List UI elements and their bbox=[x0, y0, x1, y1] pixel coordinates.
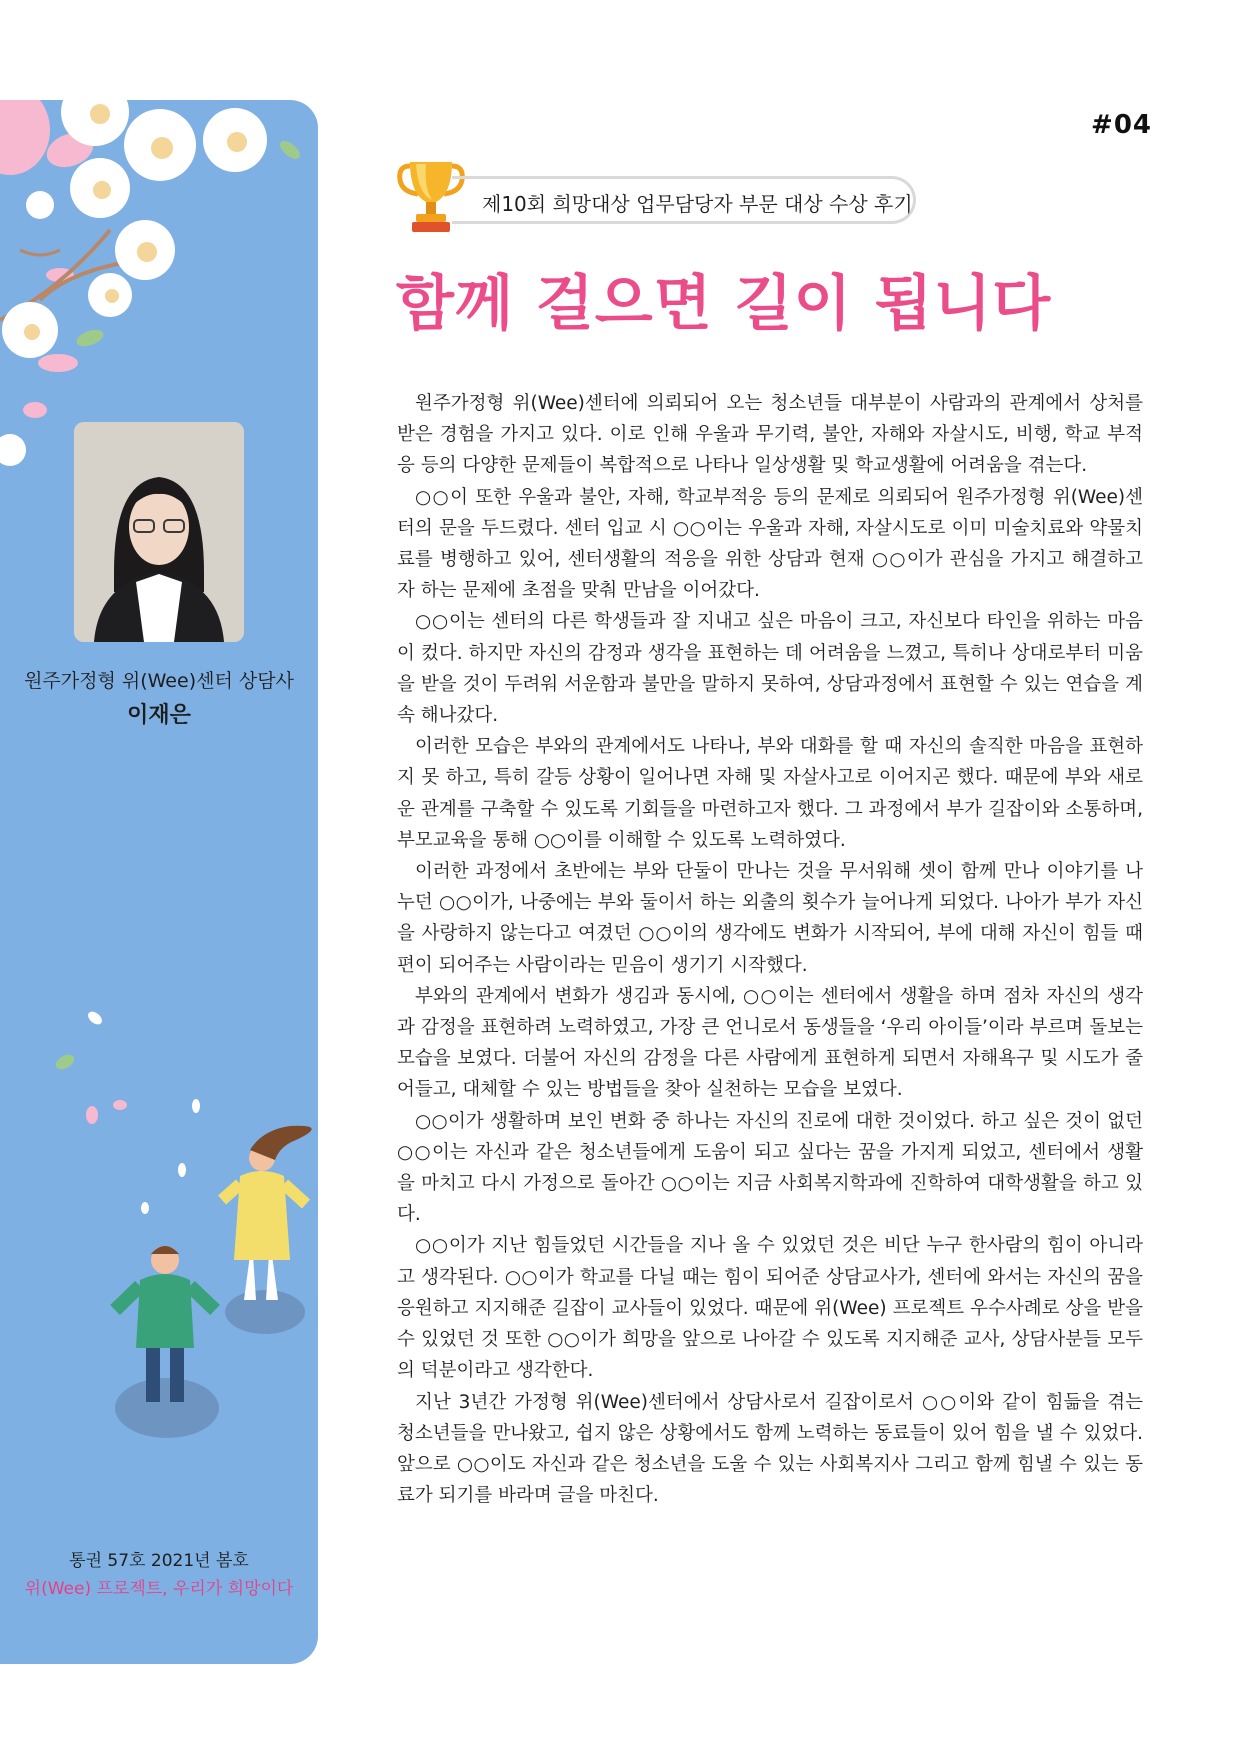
article-paragraph: ○○이 또한 우울과 불안, 자해, 학교부적응 등의 문제로 의뢰되어 원주가정형 위(Wee)센터의 문을 두드렸다. 센터 입교 시 ○○이는 우울과 자해, 자살시도로 이미 미술치료와 약물치료를 병행하고 있어, 센터생활의 적응을 위한 상담과 현재 ○○이가 관심을 가지고 해결하고자 하는 문제에 초점을 맞춰 만남을 이어갔다. bbox=[397, 486, 1143, 602]
article-headline: 함께 걸으면 길이 됩니다 bbox=[396, 269, 1052, 339]
article-paragraph: ○○이가 생활하며 보인 변화 중 하나는 자신의 진로에 대한 것이었다. 하고 싶은 것이 없던 ○○이는 자신과 같은 청소년들에게 도움이 되고 싶다는 꿈을 가지게 되었고, 센터에서 생활을 마치고 다시 가정으로 돌아간 ○○이는 지금 사회복지학과에 진학하여 대학생활을 하고 있다. bbox=[397, 1110, 1143, 1226]
article-paragraph: ○○이가 지난 힘들었던 시간들을 지나 올 수 있었던 것은 비단 누구 한사람의 힘이 아니라고 생각된다. ○○이가 학교를 다닐 때는 힘이 되어준 상담교사가, 센터에 와서는 자신의 꿈을 응원하고 지지해준 길잡이 교사들이 있었다. 때문에 위(Wee) 프로젝트 우수사례로 상을 받을 수 있었던 것 또한 ○○이가 희망을 앞으로 나아갈 수 있도록 지지해준 교사, 상담사분들 모두의 덕분이라고 생각한다. bbox=[397, 1235, 1143, 1382]
article-subtitle: 제10회 희망대상 업무담당자 부문 대상 수상 후기 bbox=[482, 192, 913, 216]
sidebar-panel bbox=[0, 100, 318, 1664]
article-paragraph: 지난 3년간 가정형 위(Wee)센터에서 상담사로서 길잡이로서 ○○이와 같이 힘듦을 겪는 청소년들을 만나왔고, 쉽지 않은 상황에서도 함께 노력하는 동료들이 있어 힘을 낼 수 있었다. 앞으로 ○○이도 자신과 같은 청소년을 도울 수 있는 사회복지사 그리고 함께 힘낼 수 있는 동료가 되기를 바라며 글을 마친다. bbox=[397, 1391, 1143, 1507]
article-paragraph: 부와의 관계에서 변화가 생김과 동시에, ○○이는 센터에서 생활을 하며 점차 자신의 생각과 감정을 표현하려 노력하였고, 가장 큰 언니로서 동생들을 ‘우리 아이들’이라 부르며 돌보는 모습을 보였다. 더불어 자신의 감정을 다른 사람에게 표현하게 되면서 자해욕구 및 시도가 줄어들고, 대체할 수 있는 방법들을 찾아 실천하는 모습을 보였다. bbox=[397, 985, 1143, 1101]
article-paragraph: ○○이는 센터의 다른 학생들과 잘 지내고 싶은 마음이 크고, 자신보다 타인을 위하는 마음이 컸다. 하지만 자신의 감정과 생각을 표현하는 데 어려움을 느꼈고, 특히나 상대로부터 미움을 받을 것이 두려워 서운함과 불만을 말하지 못하여, 상담과정에서 표현할 수 있는 연습을 계속 해나갔다. bbox=[397, 611, 1143, 727]
author-role: 원주가정형 위(Wee)센터 상담사 bbox=[24, 670, 294, 692]
people-illustration bbox=[0, 100, 318, 1664]
issue-info: 통권 57호 2021년 봄호 bbox=[69, 1551, 249, 1571]
article-paragraph: 원주가정형 위(Wee)센터에 의뢰되어 오는 청소년들 대부분이 사람과의 관계에서 상처를 받은 경험을 가지고 있다. 이로 인해 우울과 무기력, 불안, 자해와 자살시도, 비행, 학교 부적응 등의 다양한 문제들이 복합적으로 나타나 일상생활 및 학교생활에 어려움을 겪는다. bbox=[397, 393, 1143, 477]
article-paragraph: 이러한 과정에서 초반에는 부와 단둘이 만나는 것을 무서워해 셋이 함께 만나 이야기를 나누던 ○○이가, 나중에는 부와 둘이서 하는 외출의 횟수가 늘어나게 되었다. 나아가 부가 자신을 사랑하지 않는다고 여겼던 ○○이의 생각에도 변화가 시작되어, 부에 대해 자신이 힘들 때 편이 되어주는 사람이라는 믿음이 생기기 시작했다. bbox=[397, 861, 1143, 976]
page-number: #04 bbox=[1091, 110, 1152, 140]
author-name: 이재은 bbox=[127, 703, 191, 728]
article-body bbox=[397, 388, 1143, 1511]
article-paragraph: 이러한 모습은 부와의 관계에서도 나타나, 부와 대화를 할 때 자신의 솔직한 마음을 표현하지 못 하고, 특히 갈등 상황이 일어나면 자해 및 자살사고로 이어지곤 했다. 때문에 부와 새로운 관계를 구축할 수 있도록 기회들을 마련하고자 했다. 그 과정에서 부가 길잡이와 소통하며, 부모교육을 통해 ○○이를 이해할 수 있도록 노력하였다. bbox=[397, 736, 1143, 851]
magazine-tagline: 위(Wee) 프로젝트, 우리가 희망이다 bbox=[24, 1579, 294, 1599]
